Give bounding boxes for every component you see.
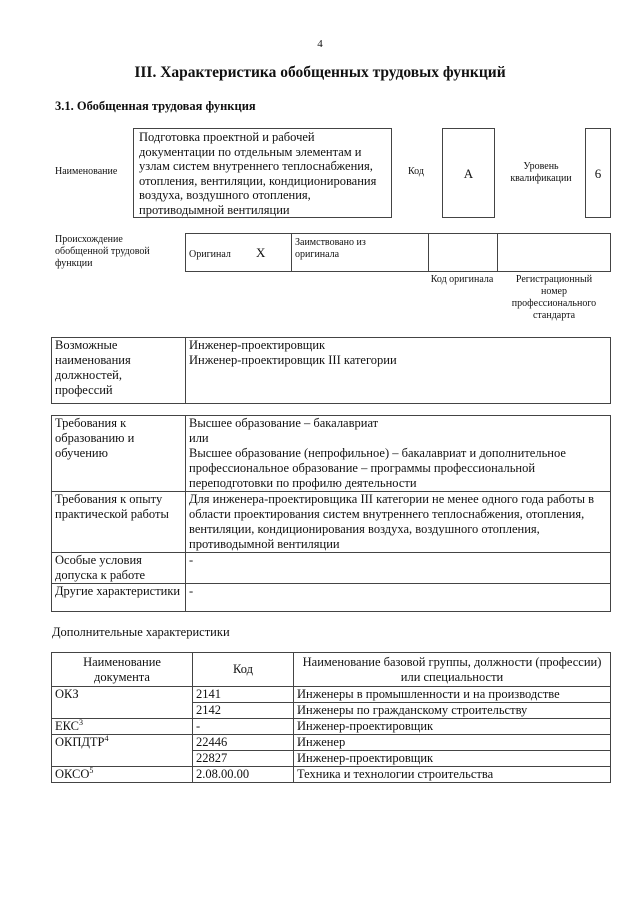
origin-table [185, 233, 611, 272]
additional-title: Дополнительные характеристики [52, 625, 230, 639]
reg-number-cell [498, 234, 611, 272]
doc-cell [52, 719, 193, 735]
name-cell: Инженер-проектировщик [294, 751, 611, 767]
header-doc: Наименование документа [52, 653, 193, 687]
function-name-box: Подготовка проектной и рабочей документации по отдельным элементам и узлам систем внутреннего теплоснабжения, отопления, вентиляции, кондиционирования воздуха, воздушного отопления, противодымной вентиляции [133, 128, 392, 218]
code-cell: - [193, 719, 294, 735]
section-title: 3.1. Обобщенная трудовая функция [55, 99, 256, 113]
footnote-ref: 4 [104, 733, 109, 743]
name-cell: Инженер-проектировщик [294, 719, 611, 735]
experience-label: Требования к опыту практической работы [52, 492, 186, 553]
positions-values [186, 338, 611, 404]
original-label: Оригинал [189, 248, 231, 260]
code-cell: 22827 [193, 751, 294, 767]
code-cell: 2141 [193, 687, 294, 703]
name-cell: Техника и технологии строительства [294, 767, 611, 783]
education-line: или [189, 431, 209, 445]
code-cell: 2.08.00.00 [193, 767, 294, 783]
education-line: Высшее образование – бакалавриат [189, 416, 379, 430]
doc-cell [52, 767, 193, 783]
additional-table [51, 652, 611, 783]
footnote-ref: 5 [89, 765, 94, 775]
borrowed-label: Заимствовано из оригинала [295, 237, 366, 260]
page-title: III. Характеристика обобщенных трудовых функций [134, 64, 506, 81]
requirements-table [51, 415, 611, 612]
experience-value: Для инженера-проектировщика III категории не менее одного года работы в области проектирования систем внутреннего теплоснабжения, отопления, вентиляции, кондиционирования воздуха, воздушного отопления, противодымной вентиляции [186, 492, 611, 553]
level-label: Уровень квалификации [510, 161, 572, 184]
original-code-label: Код оригинала [430, 274, 494, 285]
education-line: Высшее образование (непрофильное) – бакалавриат и дополнительное профессиональное образование – программы профессиональной переподготовки по профилю деятельности [189, 446, 566, 490]
origin-label: Происхождение обобщенной трудовой функции [55, 234, 150, 269]
name-cell: Инженеры по гражданскому строительству [294, 703, 611, 719]
doc-name: ОКСО [55, 767, 90, 781]
header-code: Код [193, 653, 294, 687]
doc-cell [52, 735, 193, 767]
original-mark: X [256, 244, 266, 260]
doc-name: ЕКС [55, 719, 79, 733]
position-item: Инженер-проектировщик III категории [189, 353, 397, 367]
footnote-ref: 3 [79, 717, 83, 727]
positions-label: Возможные наименования должностей, профессий [52, 338, 186, 404]
doc-name: ОКПДТР [55, 735, 105, 749]
doc-cell: ОКЗ [52, 687, 193, 719]
code-cell: 2142 [193, 703, 294, 719]
reg-number-label: Регистрационный номер профессионального стандарта [511, 274, 597, 321]
code-value: А [442, 128, 495, 218]
page-number: 4 [317, 38, 323, 50]
education-label: Требования к образованию и обучению [52, 416, 186, 492]
borrowed-cell [292, 234, 429, 272]
code-cell: 22446 [193, 735, 294, 751]
other-characteristics-value: - [186, 584, 611, 612]
header-name: Наименование базовой группы, должности (профессии) или специальности [294, 653, 611, 687]
other-characteristics-label: Другие характеристики [52, 584, 186, 612]
level-value: 6 [585, 128, 611, 218]
special-conditions-value: - [186, 553, 611, 584]
name-label: Наименование [55, 166, 118, 177]
origin-original-cell [186, 234, 292, 272]
code-label: Код [408, 166, 424, 177]
name-cell: Инженеры в промышленности и на производстве [294, 687, 611, 703]
positions-table [51, 337, 611, 404]
original-code-cell [429, 234, 498, 272]
education-value [186, 416, 611, 492]
name-cell: Инженер [294, 735, 611, 751]
position-item: Инженер-проектировщик [189, 338, 326, 352]
special-conditions-label: Особые условия допуска к работе [52, 553, 186, 584]
